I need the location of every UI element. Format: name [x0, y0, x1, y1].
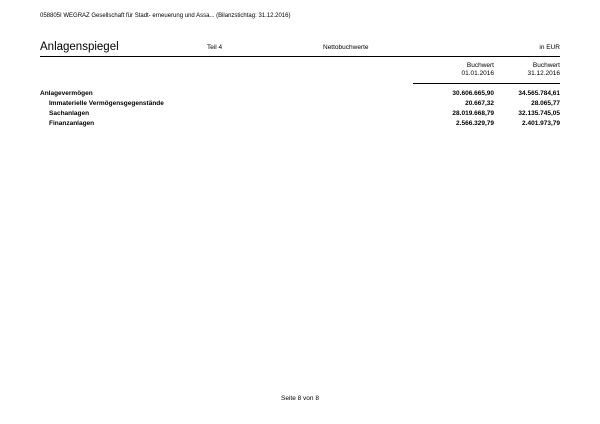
table-row: [40, 100, 560, 110]
column-header-date: 01.01.2016: [461, 70, 494, 77]
value-closing: 2.401.973,79: [522, 120, 560, 127]
table-row: [40, 90, 560, 100]
row-label: Immaterielle Vermögensgegenstände: [49, 100, 164, 107]
report-title: Anlagenspiegel: [40, 41, 119, 53]
column-header-closing: [480, 62, 560, 78]
column-header-date: 31.12.2016: [527, 70, 560, 77]
page-number: Seite 8 von 8: [281, 395, 319, 402]
table-row: [40, 110, 560, 120]
asset-table: [40, 90, 560, 130]
document-header: 058805I WEGRAZ Gesellschaft für Stadt- erneuerung und Assa... (Bilanzstichtag: 31.12.2016): [40, 13, 291, 19]
row-label: Anlagevermögen: [40, 90, 93, 97]
report-section: Nettobuchwerte: [323, 44, 369, 51]
value-closing: 34.565.784,61: [518, 90, 560, 97]
value-closing: 32.135.745,05: [518, 110, 560, 117]
column-header-rule: [413, 83, 560, 84]
report-part: Teil 4: [207, 44, 223, 51]
row-label: Finanzanlagen: [49, 120, 95, 127]
value-closing: 28.065,77: [531, 100, 560, 107]
row-label: Sachanlagen: [49, 110, 90, 117]
value-opening: 20.667,32: [465, 100, 494, 107]
table-row: [40, 120, 560, 130]
column-header-label: Buchwert: [532, 62, 560, 69]
value-opening: 2.566.329,79: [456, 120, 494, 127]
value-opening: 30.606.665,90: [452, 90, 494, 97]
currency-unit: in EUR: [539, 44, 560, 51]
column-header-label: Buchwert: [466, 62, 494, 69]
value-opening: 28.019.668,79: [452, 110, 494, 117]
title-row: [40, 40, 560, 57]
